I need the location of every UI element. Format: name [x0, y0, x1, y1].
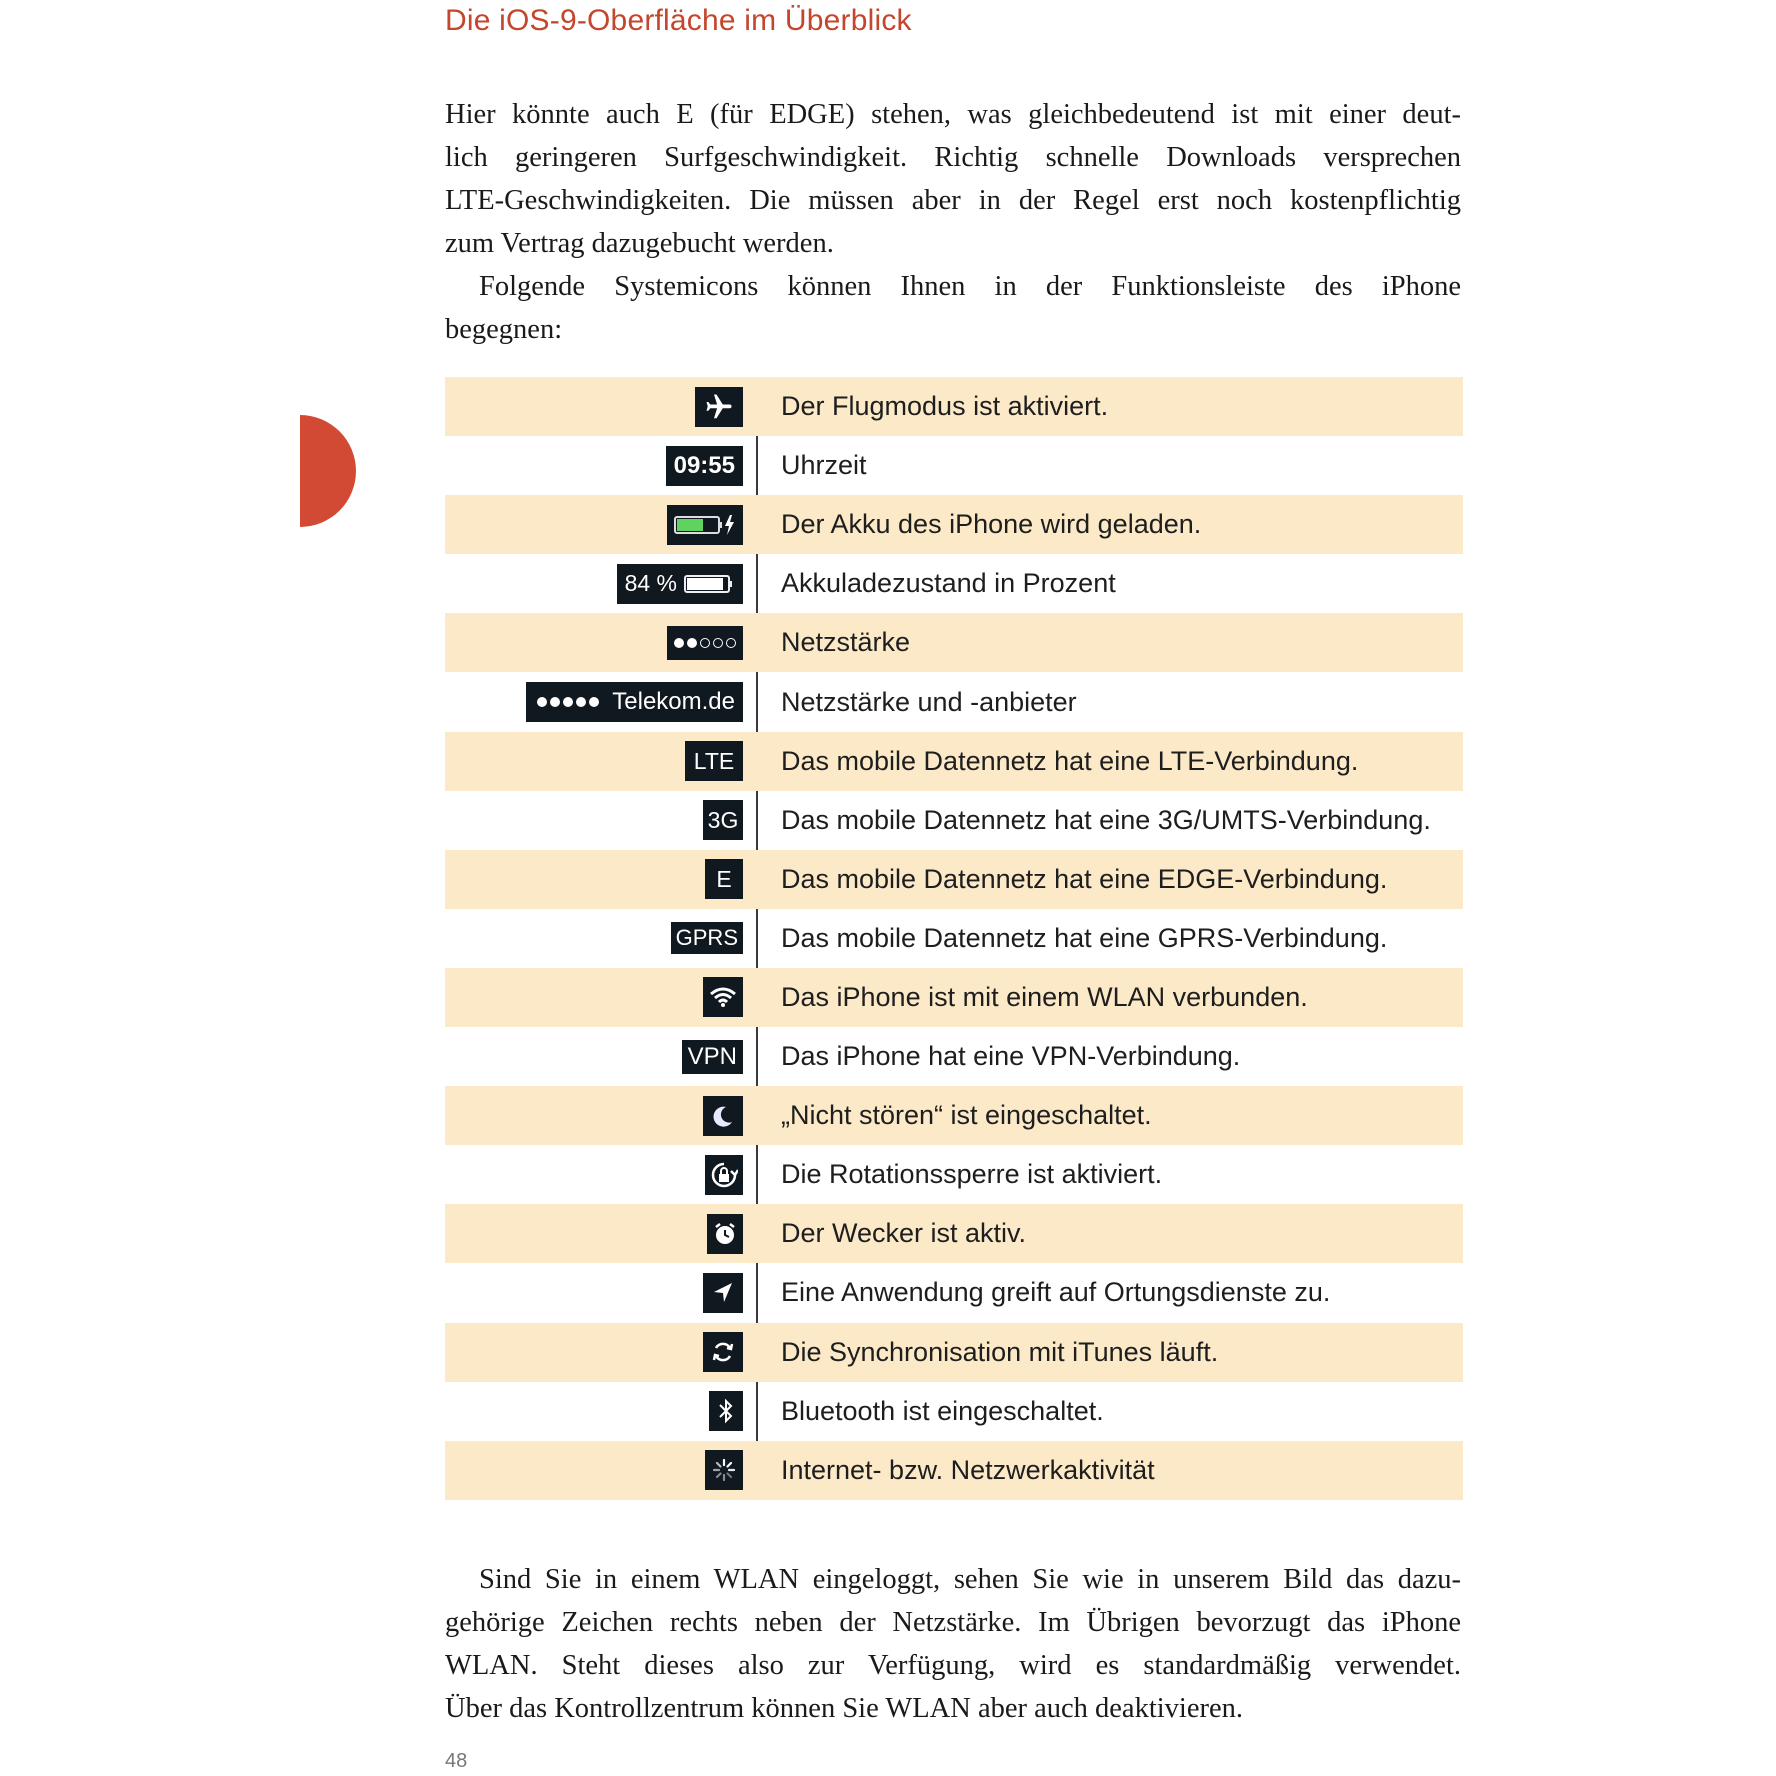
table-row: [445, 1382, 1463, 1441]
battery-percent-text: 84 %: [624, 570, 677, 597]
alarm-icon: [707, 1214, 743, 1254]
table-row: [445, 1263, 1463, 1322]
bluetooth-icon: [709, 1391, 743, 1431]
table-row: [445, 1204, 1463, 1263]
table-row: [445, 1323, 1463, 1382]
table-row: [445, 968, 1463, 1027]
gprs-icon: GPRS: [671, 922, 743, 954]
row-description: Bluetooth ist eingeschaltet.: [781, 1395, 1104, 1426]
table-row: [445, 613, 1463, 672]
text-line: zum Vertrag dazugebucht werden.: [445, 228, 834, 259]
vpn-icon: VPN: [682, 1040, 743, 1074]
row-description: Das mobile Datennetz hat eine 3G/UMTS-Verbindung.: [781, 804, 1431, 835]
row-description: Das mobile Datennetz hat eine LTE-Verbindung.: [781, 745, 1359, 776]
text-line: begegnen:: [445, 314, 563, 345]
edge-icon: E: [705, 859, 743, 899]
activity-spinner-icon: [705, 1450, 743, 1490]
text-line: Sind Sie in einem WLAN eingeloggt, sehen Sie wie in unserem Bild das dazu-: [479, 1564, 1461, 1595]
3g-icon: 3G: [703, 800, 743, 840]
sync-icon: [703, 1332, 743, 1372]
status-icons-table: [445, 377, 1463, 1500]
table-row: [445, 436, 1463, 495]
signal-carrier-icon: [526, 682, 743, 722]
location-icon: [703, 1273, 743, 1313]
row-description: Eine Anwendung greift auf Ortungsdienste zu.: [781, 1277, 1331, 1308]
battery-charging-icon: [667, 505, 743, 545]
text-line: lich geringeren Surfgeschwindigkeit. Richtig schnelle Downloads versprechen: [445, 142, 1461, 173]
text-line: Über das Kontrollzentrum können Sie WLAN aber auch deaktivieren.: [445, 1693, 1243, 1724]
wifi-icon: [703, 977, 743, 1017]
table-row: [445, 850, 1463, 909]
row-description: Der Wecker ist aktiv.: [781, 1218, 1027, 1249]
row-description: „Nicht stören“ ist eingeschaltet.: [781, 1100, 1152, 1131]
row-description: Das mobile Datennetz hat eine GPRS-Verbindung.: [781, 922, 1388, 953]
lte-icon: LTE: [685, 741, 743, 781]
text-line: Hier könnte auch E (für EDGE) stehen, was gleichbedeutend ist mit einer deut-: [445, 99, 1461, 130]
table-row: [445, 554, 1463, 613]
row-description: Die Synchronisation mit iTunes läuft.: [781, 1336, 1219, 1367]
table-row: [445, 732, 1463, 791]
row-description: Der Flugmodus ist aktiviert.: [781, 391, 1109, 422]
table-row: [445, 495, 1463, 554]
row-description: Netzstärke und -anbieter: [781, 686, 1077, 717]
chapter-tab-marker: [300, 415, 383, 527]
table-row: [445, 1086, 1463, 1145]
row-description: Die Rotationssperre ist aktiviert.: [781, 1159, 1163, 1190]
table-row: [445, 1145, 1463, 1204]
table-row: [445, 1027, 1463, 1086]
clock-icon: 09:55: [666, 446, 743, 486]
row-description: Uhrzeit: [781, 450, 867, 481]
row-description: Das mobile Datennetz hat eine EDGE-Verbindung.: [781, 863, 1388, 894]
text-line: gehörige Zeichen rechts neben der Netzstärke. Im Übrigen bevorzugt das iPhone: [445, 1607, 1461, 1638]
row-description: Das iPhone ist mit einem WLAN verbunden.: [781, 981, 1308, 1012]
row-description: Der Akku des iPhone wird geladen.: [781, 509, 1202, 540]
table-row: [445, 672, 1463, 731]
paragraph-wlan: [445, 1558, 1461, 1730]
paragraph-edge-lte: [445, 93, 1461, 265]
row-description: Internet- bzw. Netzwerkaktivität: [781, 1454, 1155, 1485]
rotation-lock-icon: [705, 1155, 743, 1195]
table-row: [445, 377, 1463, 436]
paragraph-system-icons-intro: [445, 265, 1461, 351]
text-line: Folgende Systemicons können Ihnen in der Funktionsleiste des iPhone: [479, 271, 1461, 302]
table-row: [445, 909, 1463, 968]
carrier-name: Telekom.de: [612, 688, 735, 716]
row-description: Das iPhone hat eine VPN-Verbindung.: [781, 1041, 1241, 1072]
moon-icon: [703, 1096, 743, 1136]
running-header: Die iOS-9-Oberfläche im Überblick: [445, 4, 912, 37]
battery-percent-icon: [617, 564, 743, 604]
airplane-icon: [695, 387, 743, 427]
table-row: [445, 1441, 1463, 1500]
text-line: WLAN. Steht dieses also zur Verfügung, wird es standardmäßig verwendet.: [445, 1650, 1461, 1681]
row-description: Netzstärke: [781, 627, 911, 658]
row-description: Akkuladezustand in Prozent: [781, 568, 1116, 599]
text-line: LTE-Geschwindigkeiten. Die müssen aber in der Regel erst noch kostenpflichtig: [445, 185, 1461, 216]
signal-dots-icon: [667, 626, 743, 660]
page-number: 48: [445, 1750, 468, 1772]
table-row: [445, 791, 1463, 850]
